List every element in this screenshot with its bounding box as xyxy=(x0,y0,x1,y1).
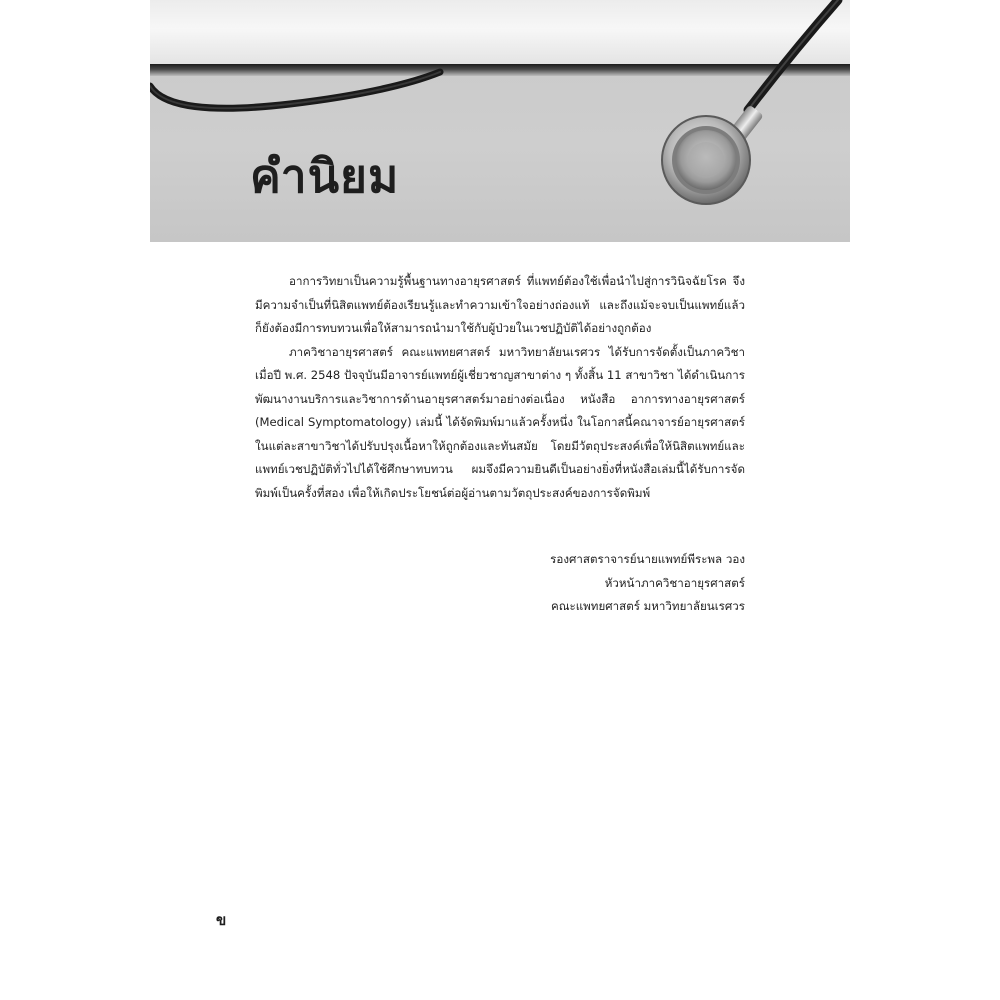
book-page xyxy=(150,0,850,1000)
signer-name: รองศาสตราจารย์นายแพทย์พีระพล วอง xyxy=(550,552,745,566)
header-banner xyxy=(150,0,850,242)
foreword-body xyxy=(255,270,745,505)
paragraph: อาการวิทยาเป็นความรู้พื้นฐานทางอายุรศาสตร์ ที่แพทย์ต้องใช้เพื่อนำไปสู่การวินิจฉัยโรค จึงมีความจำเป็นที่นิสิตแพทย์ต้องเรียนรู้และทำความเข้าใจอย่างถ่องแท้ และถึงแม้จะจบเป็นแพทย์แล้วก็ยังต้องมีการทบทวนเพื่อให้สามารถนำมาใช้กับผู้ป่วยในเวชปฏิบัติได้อย่างถูกต้อง xyxy=(255,274,745,335)
signer-organization: คณะแพทยศาสตร์ มหาวิทยาลัยนเรศวร xyxy=(550,599,745,613)
signature-block xyxy=(450,548,745,619)
page-title: คำนิยม xyxy=(250,149,400,203)
signer-position: หัวหน้าภาควิชาอายุรศาสตร์ xyxy=(604,575,745,590)
page-number: ข xyxy=(216,911,227,929)
paragraph: ภาควิชาอายุรศาสตร์ คณะแพทยศาสตร์ มหาวิทยาลัยนเรศวร ได้รับการจัดตั้งเป็นภาควิชาเมื่อปี พ.ศ. 2548 ปัจจุบันมีอาจารย์แพทย์ผู้เชี่ยวชาญสาขาต่าง ๆ ทั้งสิ้น 11 สาขาวิชา ได้ดำเนินการพัฒนางานบริการและวิชาการด้านอายุรศาสตร์มาอย่างต่อเนื่อง หนังสือ อาการทางอายุรศาสตร์ (Medical Symptomatology) เล่มนี้ ได้จัดพิมพ์มาแล้วครั้งหนึ่ง ในโอกาสนี้คณาจารย์อายุรศาสตร์ในแต่ละสาขาวิชาได้ปรับปรุงเนื้อหาให้ถูกต้องและทันสมัย โดยมีวัตถุประสงค์เพื่อให้นิสิตแพทย์และแพทย์เวชปฏิบัติทั่วไปได้ใช้ศึกษาทบทวน ผมจึงมีความยินดีเป็นอย่างยิ่งที่หนังสือเล่มนี้ได้รับการจัดพิมพ์เป็นครั้งที่สอง เพื่อให้เกิดประโยชน์ต่อผู้อ่านตามวัตถุประสงค์ของการจัดพิมพ์ xyxy=(255,344,745,500)
